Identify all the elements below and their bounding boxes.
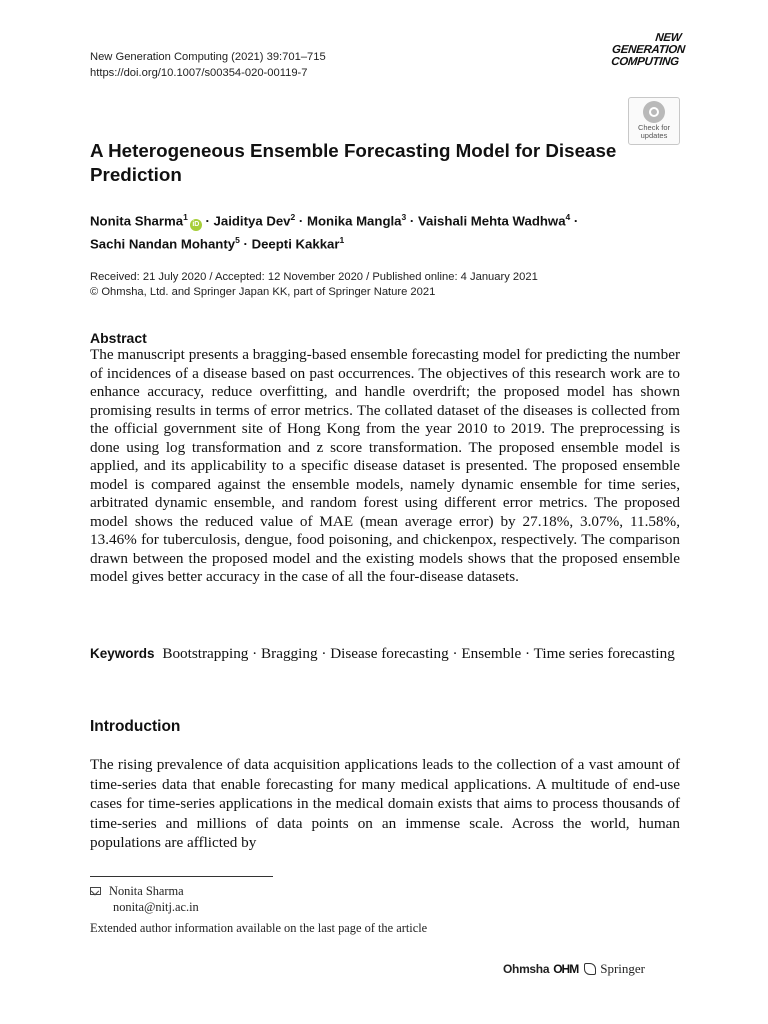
journal-logo-line: NEW bbox=[654, 32, 682, 44]
keywords-label: Keywords bbox=[90, 646, 155, 661]
check-for-updates-badge[interactable] bbox=[628, 97, 680, 145]
updates-badge-line: updates bbox=[640, 131, 668, 140]
keywords-text: Bootstrapping · Bragging · Disease forecasting · Ensemble · Time series forecasting bbox=[162, 645, 675, 662]
author-affiliation: 5 bbox=[235, 235, 240, 246]
publication-history bbox=[90, 270, 690, 300]
author-name[interactable]: Nonita Sharma bbox=[90, 213, 184, 229]
abstract-heading: Abstract bbox=[90, 330, 147, 346]
keywords bbox=[90, 645, 680, 664]
ohmsha-logo: Ohmsha bbox=[503, 962, 550, 976]
corresponding-email[interactable]: nonita@nitj.ac.in bbox=[113, 900, 199, 914]
author-list: Nonita Sharma$^1$iD · Jaiditya Dev$^2$ · Monika Mangla$^3$ · Vaishali Mehta Wadhwa$^4$ · Sachi Nandan Mohanty$^5$ · Deepti Kakkar$^1$ bbox=[90, 212, 579, 252]
author-name[interactable]: Vaishali Mehta Wadhwa bbox=[417, 213, 566, 229]
updates-badge-line: Check for bbox=[637, 123, 671, 132]
abstract-text: The manuscript presents a bragging-based ensemble forecasting model for predicting the number of incidences of a disease based on past occurrences. The objectives of this research work are to enhance accuracy, reduce overfitting, and handle overdrift; the proposed model has shown promising results in terms of error metrics. The collated dataset of the diseases is collected from the official government site of Hong Kong from the year 2010 to 2019. The preprocessing is done using log transformation and z score transformation. The proposed ensemble model is applied, and its applicability to a specific disease dataset is presented. The proposed ensemble model is compared against the ensemble models, namely dynamic ensemble for time series, arbitrated dynamic ensemble, and random forest using different error metrics. The proposed model shows the reduced value of MAE (mean average error) by 27.18%, 3.07%, 11.58%, 13.46% for tuberculosis, dengue, food poisoning, and chickenpox, respectively. The comparison drawn between the proposed model and the existing models shows that the proposed ensemble model gives better accuracy in the case of all the four-disease datasets. bbox=[90, 346, 681, 585]
crossmark-icon bbox=[643, 101, 665, 123]
footnote-divider bbox=[90, 876, 273, 877]
journal-logo-line: COMPUTING bbox=[610, 56, 680, 68]
journal-logo bbox=[610, 32, 686, 68]
corresponding-author-name: Nonita Sharma bbox=[109, 884, 184, 898]
author-name[interactable]: Deepti Kakkar bbox=[251, 236, 340, 252]
journal-line: New Generation Computing (2021) 39:701–715 bbox=[90, 51, 326, 63]
doi-link[interactable]: https://doi.org/10.1007/s00354-020-00119-7 bbox=[90, 67, 308, 79]
author-affiliation: 4 bbox=[565, 212, 571, 222]
ohm-mark-icon: OHM bbox=[553, 962, 579, 976]
introduction-text: The rising prevalence of data acquisition applications leads to the collection of a vast amount of time-series data that enable forecasting for many medical applications. A multitude of end-use cases for time-series applications in the medical domain exists that aims to process thousands of time-series and millions of data points on an immense scale. Across the world, human populations are afflicted by bbox=[90, 756, 680, 851]
journal-citation bbox=[90, 49, 326, 81]
author-name[interactable]: Jaiditya Dev bbox=[213, 213, 291, 229]
springer-logo: Springer bbox=[600, 961, 645, 976]
introduction-heading: Introduction bbox=[90, 718, 181, 735]
envelope-icon bbox=[90, 887, 101, 895]
corresponding-author bbox=[90, 883, 184, 899]
extended-author-info: Extended author information available on the last page of the article bbox=[90, 921, 428, 935]
publisher-logos bbox=[503, 961, 645, 977]
author-affiliation: 3 bbox=[401, 212, 407, 222]
orcid-icon[interactable]: iD bbox=[190, 219, 202, 231]
author-affiliation: 1 bbox=[183, 212, 188, 222]
author-name[interactable]: Sachi Nandan Mohanty bbox=[90, 236, 236, 252]
springer-horse-icon bbox=[584, 963, 596, 975]
author-name[interactable]: Monika Mangla bbox=[306, 213, 402, 229]
dates: Received: 21 July 2020 / Accepted: 12 November 2020 / Published online: 4 January 2021 bbox=[90, 271, 538, 283]
paper-title: A Heterogeneous Ensemble Forecasting Model for Disease Prediction bbox=[90, 140, 617, 185]
copyright: © Ohmsha, Ltd. and Springer Japan KK, part of Springer Nature 2021 bbox=[90, 286, 436, 298]
author-affiliation: 1 bbox=[339, 235, 345, 246]
journal-logo-line: GENERATION bbox=[611, 44, 686, 56]
author-affiliation: 2 bbox=[290, 212, 296, 222]
